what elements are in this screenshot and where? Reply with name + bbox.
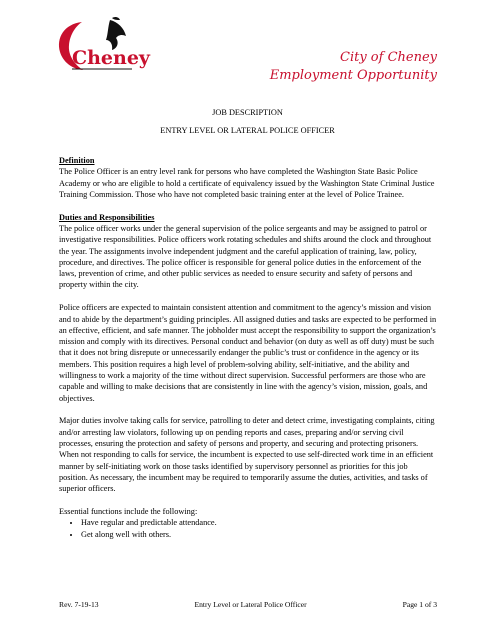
page-footer [59,600,437,609]
essential-functions-list [59,517,437,540]
document-body [59,155,437,540]
duties-paragraph-3: Major duties involve taking calls for service, patrolling to deter and detect crime, investigating complaints, citing and/or arresting law violators, following up on pending reports and cases, preparing and/or serving civil processes, ensuring the protection and safety of persons and property, and securing and protecting prisoners. When not responding to calls for service, the incumbent is expected to use self-directed work time in an efficient manner by self-initiating work on those tasks identified by supervisory personnel as priorities for this job position. As necessary, the incumbent may be required to temporarily assume the duties, activities, and tasks of superior officers. [59,416,435,494]
document-title-block [0,104,495,140]
duties-paragraph-2: Police officers are expected to maintain consistent attention and commitment to the agency’s mission and vision and to abide by the department’s guiding principles. All assigned duties and tasks are expected to be performed in an effective, efficient, and safe manner. The jobholder must accept the responsibility to support the organization’s mission and comply with its directives. Personal conduct and behavior (on duty as well as off duty) must be such that it does not bring disrepute or unnecessarily endanger the public’s trust or confidence in the agency or its members. This position requires a high level of problem-solving ability, self-initiative, and the ability and willingness to work a majority of the time without direct supervision. Successful performers are those who are capable and willing to make decisions that are consistently in line with the agency’s vision, mission, goals, and objectives. [59,303,437,403]
logo-text: Cheney [72,47,150,69]
footer-title: Entry Level or Lateral Police Officer [194,600,307,609]
duties-paragraph-1: The police officer works under the general supervision of the police sergeants and may be assigned to patrol or investigative responsibilities. Police officers work rotating schedules and shifts around the clock and throughout the year. The assignments involve independent judgment and the careful application of training, law, policy, procedure, and directives. The police officer is responsible for general police duties in the enforcement of the laws, prevention of crime, and other public services as needed to ensure security and safety of persons and property within the city. [59,223,432,290]
definition-text: The Police Officer is an entry level rank for persons who have completed the Washington State Basic Police Academy or who are eligible to hold a certificate of equivalency issued by the Washington State Criminal Justice Training Commission. Those who have not completed basic training enter at the level of Police Trainee. [59,167,435,199]
list-item: • Get along well with others. [81,529,437,540]
essential-intro: Essential functions include the following: [59,507,198,517]
duties-heading: Duties and Responsibilities [59,212,155,222]
city-name: City of Cheney [340,50,437,65]
job-description-label: JOB DESCRIPTION [212,108,283,117]
definition-heading: Definition [59,156,95,165]
employment-opportunity: Employment Opportunity [269,68,437,83]
header-title [270,49,437,85]
revision-date: Rev. 7-19-13 [59,600,99,609]
list-item: • Have regular and predictable attendance. [81,517,437,528]
city-logo [52,14,150,78]
page-number: Page 1 of 3 [402,600,437,609]
position-title: ENTRY LEVEL OR LATERAL POLICE OFFICER [160,126,335,135]
